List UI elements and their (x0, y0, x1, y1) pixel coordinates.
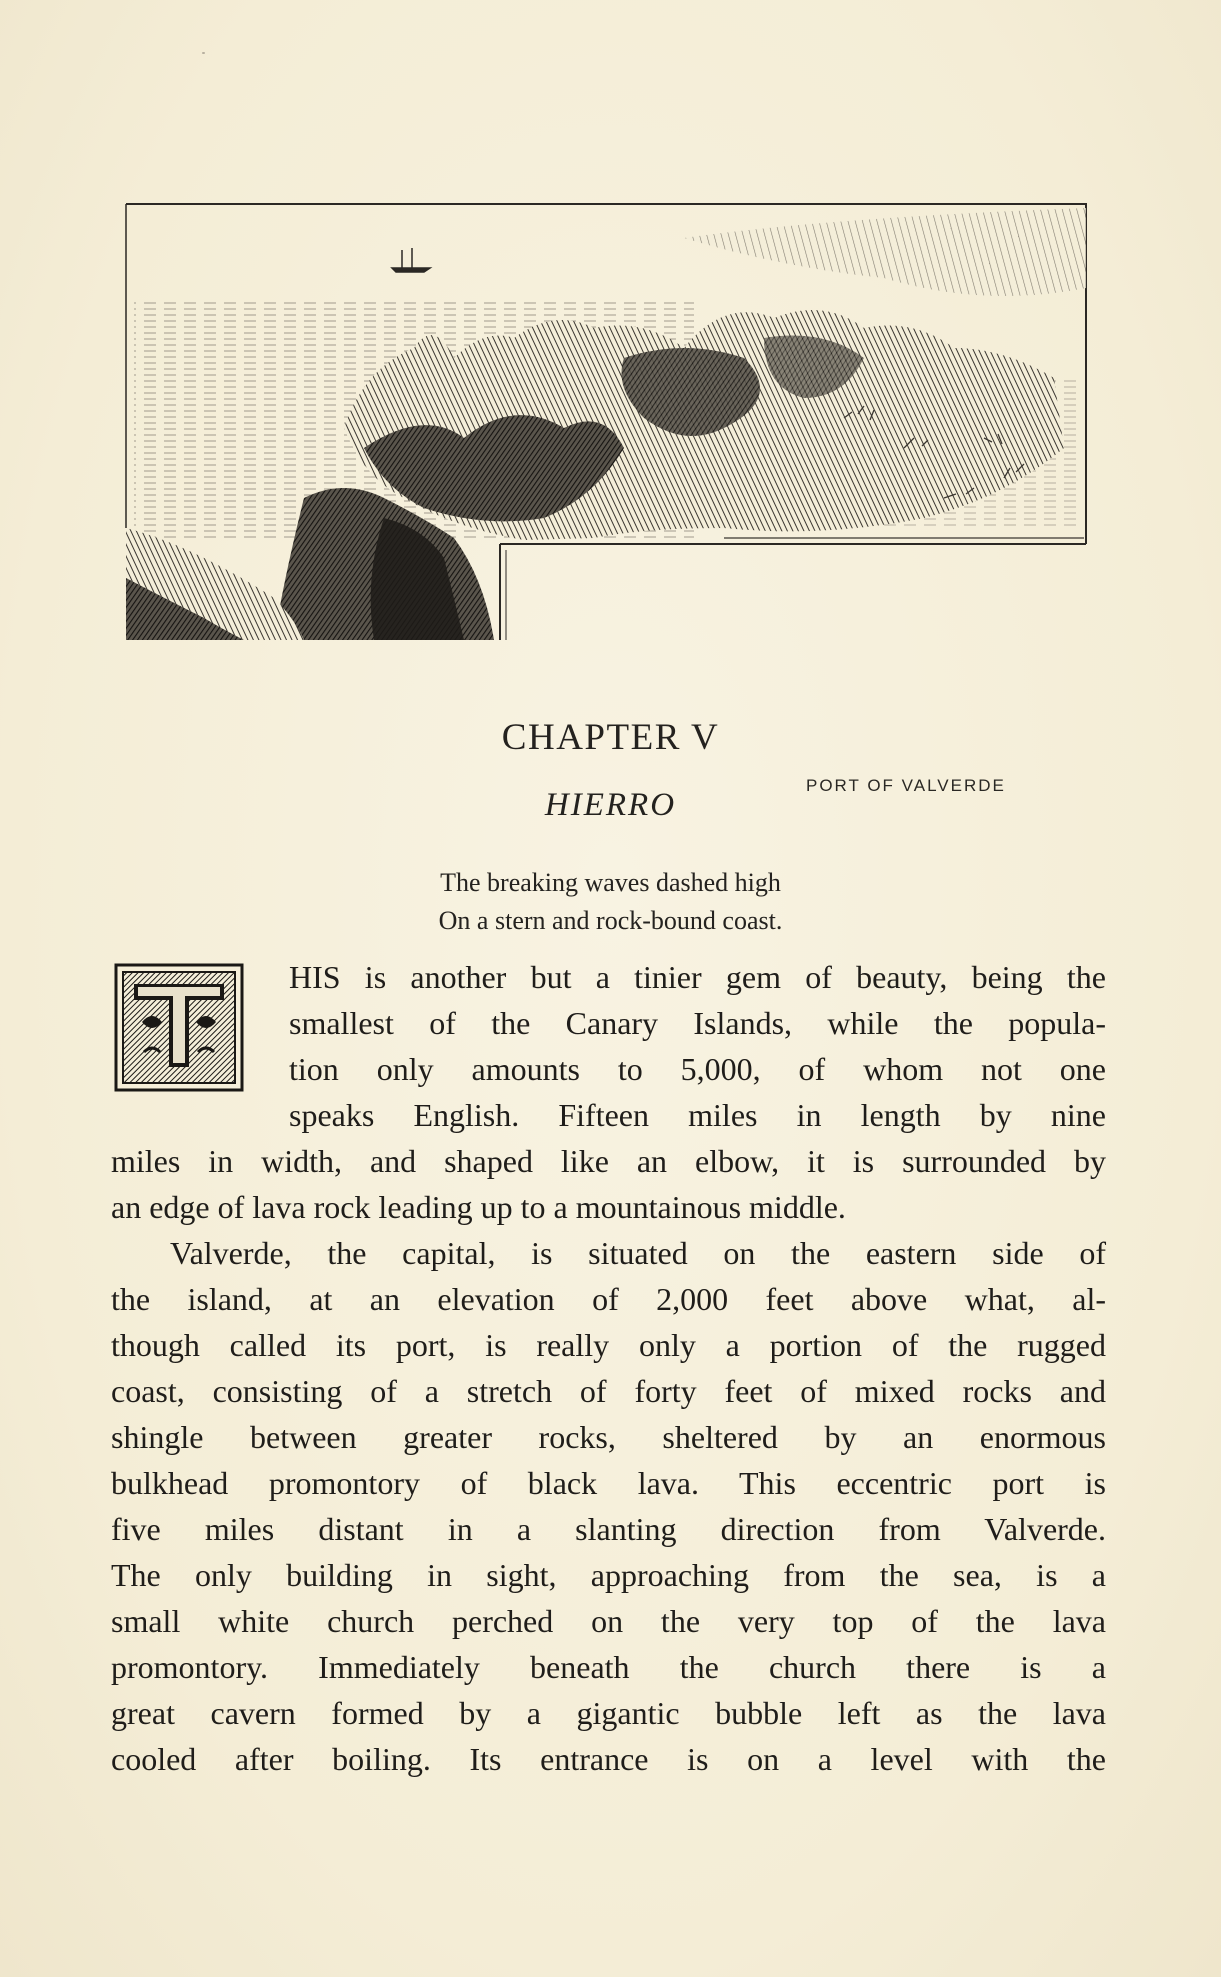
body-line: HIS is another but a tinier gem of beauty, being the (289, 959, 1106, 995)
ornamental-t-icon (114, 962, 244, 1092)
epigraph-line: On a stern and rock-bound coast. (438, 906, 783, 935)
body-line: small white church perched on the very top of the lava (111, 1603, 1106, 1639)
body-line: speaks English. Fifteen miles in length by nine (289, 1097, 1106, 1133)
body-line: the island, at an elevation of 2,000 feet above what, al- (111, 1281, 1106, 1317)
paper-speck (202, 52, 205, 54)
port-engraving-image (124, 198, 1090, 640)
body-line: great cavern formed by a gigantic bubble left as the lava (111, 1695, 1106, 1731)
body-line: shingle between greater rocks, sheltered by an enormous (111, 1419, 1106, 1455)
body-line: though called its port, is really only a portion of the rugged (111, 1327, 1106, 1363)
body-line: coast, consisting of a stretch of forty feet of mixed rocks and (111, 1373, 1106, 1409)
body-line: five miles distant in a slanting direction from Valverde. (111, 1511, 1106, 1547)
drop-cap (114, 962, 244, 1092)
chapter-title: HIERRO (544, 787, 677, 823)
body-line: The only building in sight, approaching from the sea, is a (111, 1557, 1106, 1593)
body-line: smallest of the Canary Islands, while the popula- (289, 1005, 1106, 1041)
body-line: tion only amounts to 5,000, of whom not one (289, 1051, 1106, 1087)
epigraph (0, 864, 1221, 940)
body-line: cooled after boiling. Its entrance is on a level with the (111, 1741, 1106, 1777)
illustration-caption: PORT OF VALVERDE (806, 776, 1006, 795)
body-line: an edge of lava rock leading up to a mountainous middle. (111, 1189, 846, 1225)
chapter-number: CHAPTER V (501, 717, 720, 758)
epigraph-line: The breaking waves dashed high (440, 868, 781, 897)
body-line: promontory. Immediately beneath the church there is a (111, 1649, 1106, 1685)
body-line: bulkhead promontory of black lava. This eccentric port is (111, 1465, 1106, 1501)
body-line: Valverde, the capital, is situated on the eastern side of (170, 1235, 1106, 1271)
body-line: miles in width, and shaped like an elbow, it is surrounded by (111, 1143, 1106, 1179)
